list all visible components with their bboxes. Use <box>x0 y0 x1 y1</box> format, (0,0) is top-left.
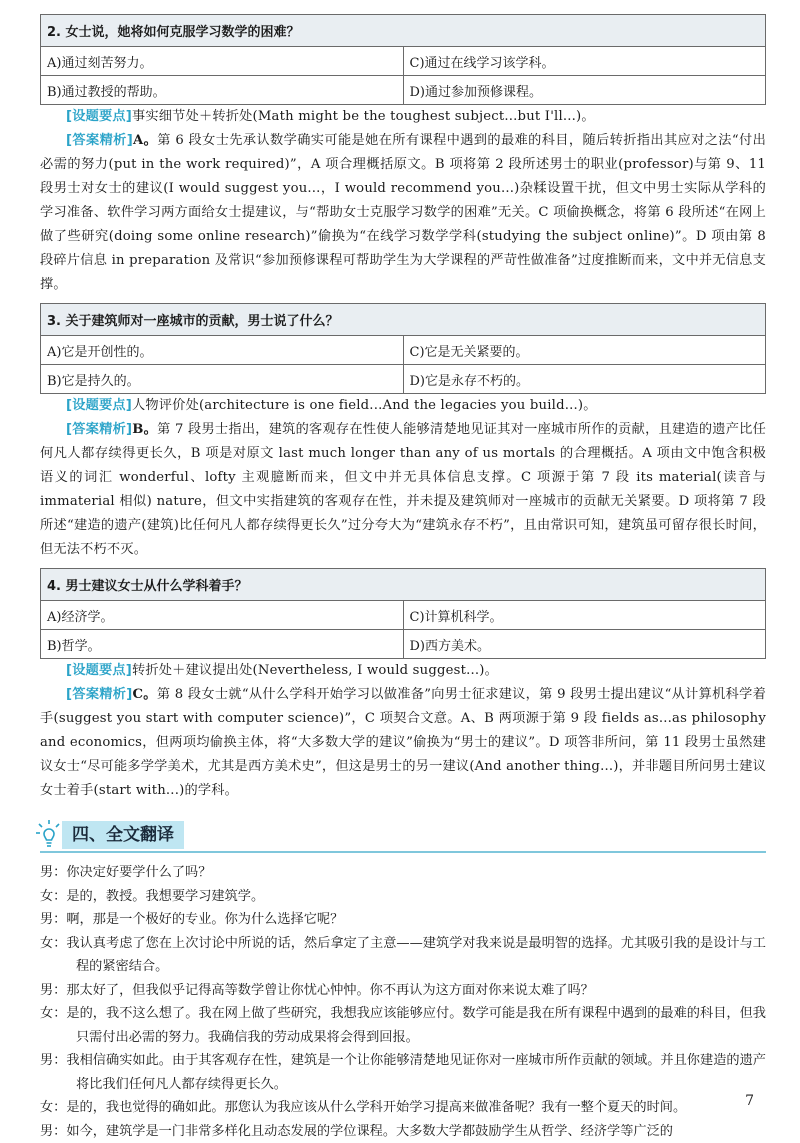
answer-tag: [答案精析] <box>66 422 132 437</box>
question-table-4 <box>40 568 766 659</box>
answer-letter: B。 <box>132 422 157 437</box>
key-point-text: 转折处＋建议提出处(Nevertheless, I would suggest...)。 <box>132 663 498 678</box>
dialogue-line: 男：我相信确实如此。由于其客观存在性，建筑是一个让你能够清楚地见证你对一座城市所作贡献的领域。并且你建造的遗产将比我们任何凡人都存续得更长久。 <box>40 1049 766 1096</box>
key-point-text: 人物评价处(architecture is one field...And the legacies you build...)。 <box>132 398 597 413</box>
section-header <box>40 819 766 853</box>
answer-analysis <box>40 418 766 562</box>
dialogue-line: 女：是的，我不这么想了。我在网上做了些研究，我想我应该能够应付。数学可能是我在所有课程中遇到的最难的科目，但我只需付出必需的努力。我确信我的劳动成果将会得到回报。 <box>40 1002 766 1049</box>
section-divider <box>40 851 766 853</box>
option-b: B)通过教授的帮助。 <box>41 76 404 105</box>
answer-tag: [答案精析] <box>66 133 133 148</box>
dialogue-line: 男：那太好了，但我似乎记得高等数学曾让你忧心忡忡。你不再认为这方面对你来说太难了吗？ <box>40 979 766 1003</box>
lightbulb-icon <box>36 819 62 851</box>
dialogue-line: 女：我认真考虑了您在上次讨论中所说的话，然后拿定了主意——建筑学对我来说是最明智的选择。尤其吸引我的是设计与工程的紧密结合。 <box>40 932 766 979</box>
key-point-tag: [设题要点] <box>66 398 132 413</box>
dialogue-line: 男：你决定好要学什么了吗？ <box>40 861 766 885</box>
question-title: 4. 男士建议女士从什么学科着手？ <box>41 569 766 601</box>
key-point-text: 事实细节处＋转折处(Math might be the toughest subject...but I'll...)。 <box>132 109 595 124</box>
dialogue-line: 女：是的，我也觉得的确如此。那您认为我应该从什么学科开始学习提高来做准备呢？我有一整个夏天的时间。 <box>40 1096 766 1120</box>
question-table-2 <box>40 14 766 105</box>
option-a: A)通过刻苦努力。 <box>41 47 404 76</box>
section-title: 四、全文翻译 <box>62 821 184 849</box>
answer-text: 第 7 段男士指出，建筑的客观存在性使人能够清楚地见证其对一座城市所作的贡献，且建造的遗产比任何凡人都存续得更长久，B 项是对原文 last much longer than any of us mortals 的合理概括。A 项由文中饱含积极语义的词汇 wonderful、lofty 主观臆断而来，但文中并无具体信息支撑。C 项源于第 7 段 its material(读音与 immaterial 相似) nature，但文中实指建筑的客观存在性，并未提及建筑师对一座城市的贡献无关紧要。D 项将第 7 段所述“建造的遗产(建筑)比任何凡人都存续得更长久”过分夸大为“建筑永存不朽”，且由常识可知，建筑虽可留存很长时间，但无法不朽不灭。 <box>40 422 766 557</box>
page-number: 7 <box>745 1093 754 1109</box>
option-a: A)它是开创性的。 <box>41 336 404 365</box>
answer-tag: [答案精析] <box>66 687 133 702</box>
key-point <box>40 394 766 418</box>
option-c: C)计算机科学。 <box>403 601 766 630</box>
answer-analysis <box>40 683 766 803</box>
answer-text: 第 6 段女士先承认数学确实可能是她在所有课程中遇到的最难的科目，随后转折指出其应对之法“付出必需的努力(put in the work required)”，A 项合理概括原文。B 项将第 2 段所述男士的职业(professor)与第 9、11 段男士对女士的建议(I would suggest you...，I would recommend you...)杂糅设置干扰，但文中男士实际从学科的学习准备、软件学习两方面给女士提建议，与“帮助女士克服学习数学的困难”无关。C 项偷换概念，将第 6 段所述“在网上做了些研究(doing some online research)”偷换为“在线学习数学学科(studying the subject online)”。D 项由第 8 段碎片信息 in preparation 及常识“参加预修课程可帮助学生为大学课程的严苛性做准备”过度推断而来，文中并无信息支撑。 <box>40 133 766 292</box>
key-point <box>40 105 766 129</box>
dialogue-translation <box>40 861 766 1143</box>
key-point-tag: [设题要点] <box>66 663 132 678</box>
dialogue-line: 女：是的，教授。我想要学习建筑学。 <box>40 885 766 909</box>
option-d: D)它是永存不朽的。 <box>403 365 766 394</box>
option-b: B)它是持久的。 <box>41 365 404 394</box>
answer-letter: A。 <box>133 133 157 148</box>
answer-text: 第 8 段女士就“从什么学科开始学习以做准备”向男士征求建议，第 9 段男士提出建议“从计算机科学着手(suggest you start with computer science)”，C 项契合文意。A、B 两项源于第 9 段 fields as...as philosophy and economics，但两项均偷换主体，将“大多数大学的建议”偷换为“男士的建议”。D 项答非所问，第 11 段男士虽然建议女士“尽可能多学学美术，尤其是西方美术史”，但这是男士的另一建议(And another thing...)，并非题目所问男士建议女士着手(start with...)的学科。 <box>40 687 766 798</box>
option-d: D)西方美术。 <box>403 630 766 659</box>
answer-letter: C。 <box>133 687 157 702</box>
option-c: C)通过在线学习该学科。 <box>403 47 766 76</box>
page-content <box>40 14 766 1143</box>
key-point-tag: [设题要点] <box>66 109 132 124</box>
dialogue-line: 男：啊，那是一个极好的专业。你为什么选择它呢？ <box>40 908 766 932</box>
question-table-3 <box>40 303 766 394</box>
option-a: A)经济学。 <box>41 601 404 630</box>
answer-analysis <box>40 129 766 297</box>
option-b: B)哲学。 <box>41 630 404 659</box>
question-title: 2. 女士说，她将如何克服学习数学的困难？ <box>41 15 766 47</box>
key-point <box>40 659 766 683</box>
question-title: 3. 关于建筑师对一座城市的贡献，男士说了什么？ <box>41 304 766 336</box>
dialogue-line: 男：如今，建筑学是一门非常多样化且动态发展的学位课程。大多数大学都鼓励学生从哲学、经济学等广泛的 <box>40 1120 766 1143</box>
option-d: D)通过参加预修课程。 <box>403 76 766 105</box>
option-c: C)它是无关紧要的。 <box>403 336 766 365</box>
